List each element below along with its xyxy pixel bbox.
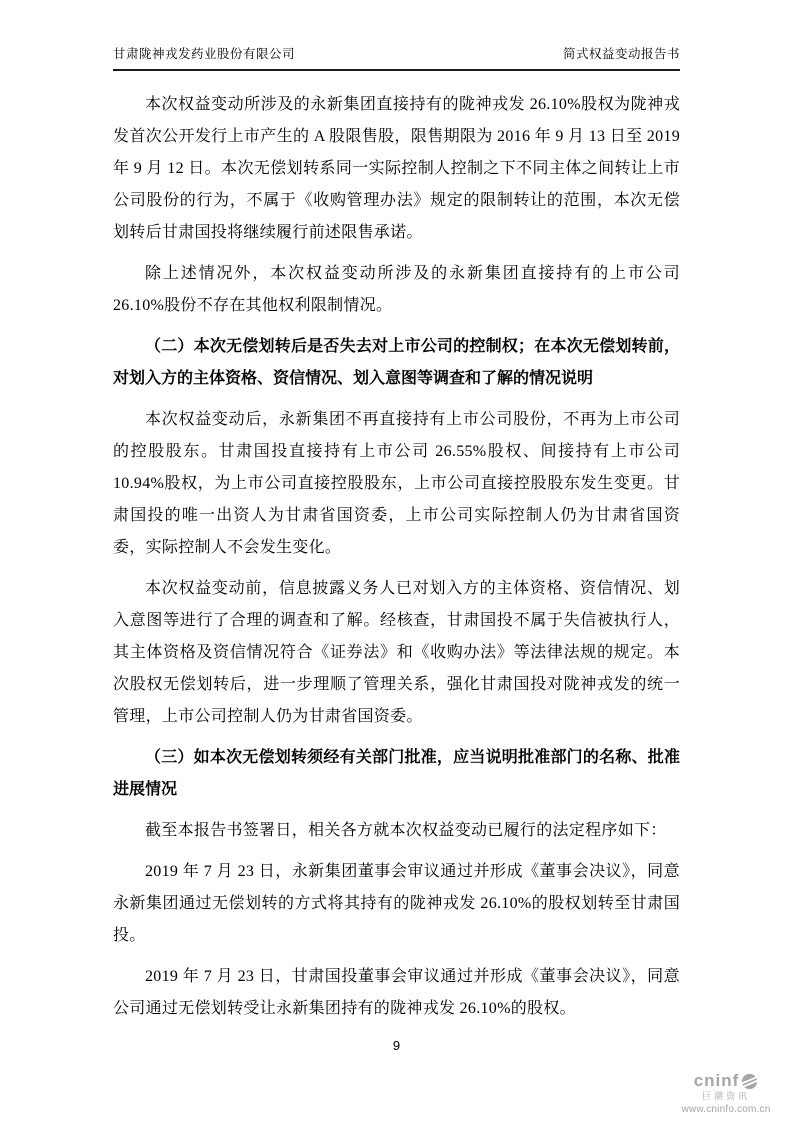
cninfo-logo-row [671,1072,781,1091]
header-doc-title: 简式权益变动报告书 [562,47,680,61]
paragraph: 2019 年 7 月 23 日，永新集团董事会审议通过并形成《董事会决议》，同意永新集团通过无偿划转的方式将其持有的陇神戎发 26.10%的股权划转至甘肃国投。 [113,863,680,944]
paragraph: 除上述情况外，本次权益变动所涉及的永新集团直接持有的上市公司 26.10%股份不存在其他权利限制情况。 [113,265,680,314]
cninfo-brand-text: cninf [693,1071,740,1090]
cninfo-watermark [671,1072,781,1115]
paragraph: 本次权益变动前，信息披露义务人已对划入方的主体资格、资信情况、划入意图等进行了合理的调查和了解。经核查，甘肃国投不属于失信被执行人，其主体资格及资信情况符合《证券法》和《收购办法》等法律法规的规定。本次股权无偿划转后，进一步理顺了管理关系，强化甘肃国投对陇神戎发的统一管理，上市公司控制人仍为甘肃省国资委。 [113,580,680,725]
page-number: 9 [392,1038,401,1053]
header-company-name: 甘肃陇神戎发药业股份有限公司 [113,47,296,61]
section-heading: （二）本次无偿划转后是否失去对上市公司的控制权；在本次无偿划转前，对划入方的主体资格、资信情况、划入意图等调查和了解的情况说明 [113,338,680,387]
paragraph: 本次权益变动所涉及的永新集团直接持有的陇神戎发 26.10%股权为陇神戎发首次公开发行上市产生的 A 股限售股，限售期限为 2016 年 9 月 13 日至 2019 年 9 月 12 日。本次无偿划转系同一实际控制人控制之下不同主体之间转让上市公司股份的行为，不属于《收购管理办法》规定的限制转让的范围，本次无偿划转后甘肃国投将继续履行前述限售承诺。 [113,96,680,241]
paragraph: 2019 年 7 月 23 日，甘肃国投董事会审议通过并形成《董事会决议》，同意公司通过无偿划转受让永新集团持有的陇神戎发 26.10%的股权。 [113,968,680,1017]
paragraph: 本次权益变动后，永新集团不再直接持有上市公司股份，不再为上市公司的控股股东。甘肃国投直接持有上市公司 26.55%股权、间接持有上市公司 10.94%股权，为上市公司直接控股股东，上市公司直接控股股东发生变更。甘肃国投的唯一出资人为甘肃省国资委，上市公司实际控制人仍为甘肃省国资委，实际控制人不会发生变化。 [113,411,680,556]
cninfo-chinese-name: 巨潮资讯 [701,1090,750,1101]
cninfo-website-text: www.cninfo.com.cn [681,1103,771,1115]
paragraph: 截至本报告书签署日，相关各方就本次权益变动已履行的法定程序如下： [145,822,667,839]
section-heading: （三）如本次无偿划转须经有关部门批准，应当说明批准部门的名称、批准进展情况 [113,749,680,798]
cninfo-swirl-icon [741,1073,758,1090]
document-body [113,89,680,1034]
page-header [113,44,680,71]
